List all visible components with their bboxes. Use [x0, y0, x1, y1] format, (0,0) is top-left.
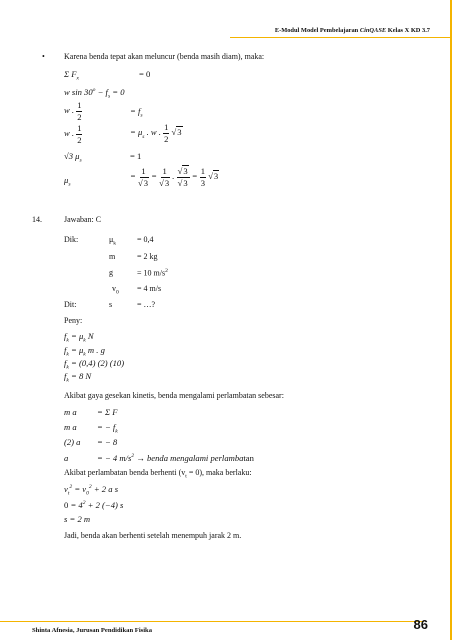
fk-eq2: $f_k = \mu_k$ m . g: [64, 345, 105, 358]
ma-eq2-left: m a: [64, 422, 77, 432]
ma-eq2-right: = − $f_k$: [97, 422, 118, 435]
eq1-right: = 0: [139, 69, 151, 79]
eq1-left: Σ $F_x$: [64, 69, 79, 82]
explanation-1: Akibat gaya gesekan kinetis, benda mengalami perlambatan sebesar:: [64, 391, 284, 400]
ma-eq3-left: (2) a: [64, 437, 81, 447]
page-header: [275, 27, 430, 34]
given-mu-val: = 0,4: [137, 235, 154, 244]
question-number: 14.: [32, 215, 42, 224]
given-v0-val: = 4 m/s: [137, 284, 162, 293]
ma-eq1-right: = Σ F: [97, 407, 118, 417]
dit-sym: s: [109, 300, 113, 309]
footer-author: Shinta Afnesia, Jurusan Pendidikan Fisika: [32, 627, 153, 634]
answer-label: Jawaban: C: [64, 215, 102, 224]
ma-eq3-right: = − 8: [97, 437, 118, 447]
eq2: w $\sin 30^o - f_s = 0$: [64, 87, 125, 100]
ma-eq4-left: a: [64, 453, 69, 463]
eq6-left: $\mu_s$: [64, 175, 71, 188]
fk-eq3: $f_k = (0,4)$ (2) (10): [64, 358, 125, 371]
given-m-sym: m: [109, 252, 116, 261]
page-number: 86: [413, 617, 428, 632]
header-class: Kelas X KD 3.7: [386, 27, 430, 34]
given-g-sym: g: [109, 268, 113, 277]
eq6-right: = $\frac{1}{√3}$ = $\frac{1}{√3}$ . $\frac{√3}{√3}$ = $\frac{1}{3}$ √3: [130, 166, 219, 188]
v-eq1: $v_t^2 = v_0^2 + 2$ a s: [64, 484, 119, 497]
given-g-val: = 10 $m/s^2$: [137, 268, 168, 278]
header-text: E-Modul Model Pembelajaran: [274, 27, 360, 34]
ma-eq4-right: = − 4 $m/s^2$ → benda mengalami perlambatan: [97, 453, 254, 463]
v-eq3: s = 2 m: [64, 514, 91, 524]
given-v0-sym: $v_0$: [112, 284, 119, 296]
given-mu-sym: $\mu_k$: [109, 235, 117, 247]
eq4-left: w . $\frac{1}{2}$: [64, 123, 82, 145]
dit-label: Dit:: [64, 300, 77, 309]
eq3-left: w . $\frac{1}{2}$: [64, 100, 82, 122]
v-eq2: $0 = 4^2 + 2$ (−4) s: [64, 500, 124, 510]
ma-eq1-left: m a: [64, 407, 77, 417]
eq3-right: = $f_s$: [130, 106, 143, 119]
eq5-right: = 1: [130, 151, 142, 161]
eq5-left: √3 $\mu_s$: [64, 151, 82, 164]
given-m-val: = 2 kg: [137, 252, 158, 261]
dik-label: Dik:: [64, 235, 79, 244]
bullet-dot: •: [42, 52, 45, 61]
footer-rule: [0, 621, 424, 622]
explanation-2: Akibat perlambatan benda berhenti $(v_t = 0)$, maka berlaku:: [64, 468, 252, 480]
header-rule: [230, 37, 452, 38]
fk-eq4: $f_k = 8$ N: [64, 371, 92, 384]
bullet-text: Karena benda tepat akan meluncur (benda masih diam), maka:: [64, 52, 265, 61]
conclusion: Jadi, benda akan berhenti setelah menempuh jarak 2 m.: [64, 531, 242, 540]
dit-val: = …?: [137, 300, 156, 309]
eq4-right: = $\mu_s$ . w . $\frac{1}{2}$ √3: [130, 122, 182, 144]
fk-eq1: $f_k = \mu_k$ N: [64, 331, 94, 344]
header-model-name: CinQASE: [359, 27, 387, 34]
peny-label: Peny:: [64, 316, 83, 325]
